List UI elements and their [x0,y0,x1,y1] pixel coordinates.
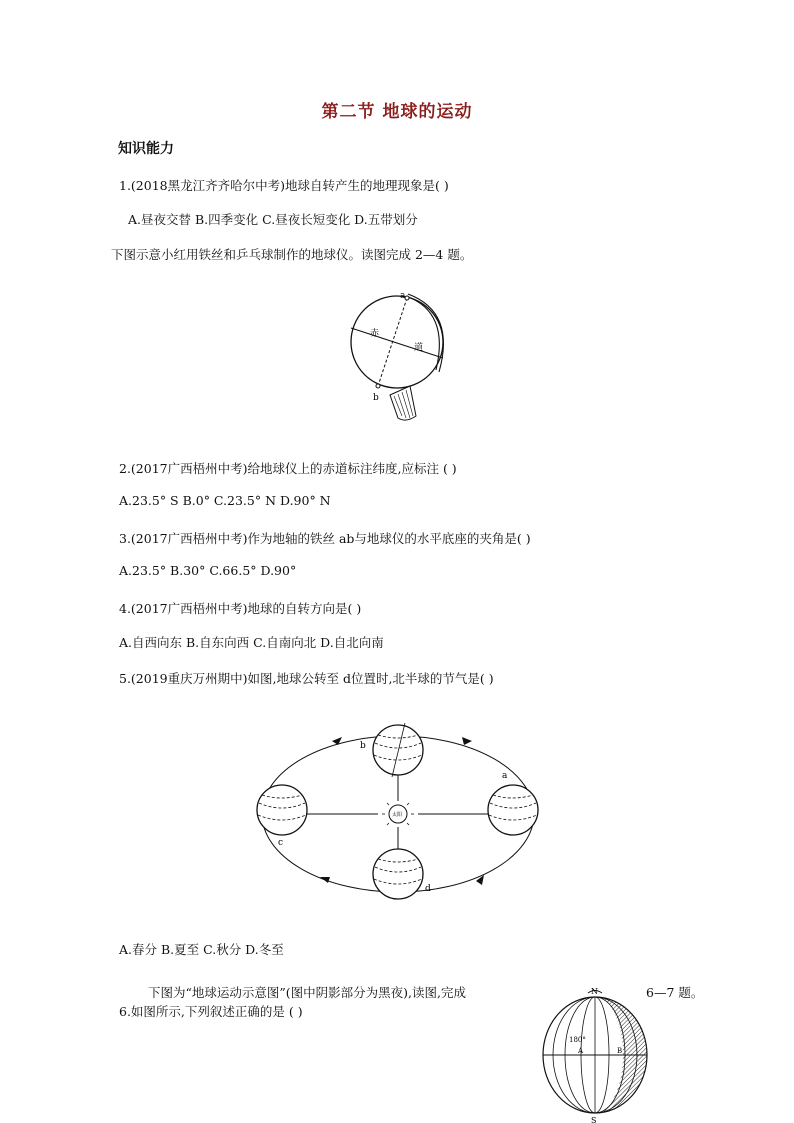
orbit-arrow-3 [320,877,330,883]
question-4-options: A.自西向东 B.自东向西 C.自南向北 D.自北向南 [119,635,384,650]
question-2-stem: 2.(2017广西梧州中考)给地球仪上的赤道标注纬度,应标注 ( ) [119,461,457,476]
label-b: B [617,1047,623,1055]
label-a: a [502,771,508,781]
question-6-stem: 6.如图所示,下列叙述正确的是 ( ) [119,1004,303,1019]
orbit-arrow-2 [462,737,472,745]
axis-point-a [405,296,409,300]
label-c: c [278,838,284,848]
question-2-options: A.23.5° S B.0° C.23.5° N D.90° N [119,493,331,508]
globe-stand-base [390,386,416,420]
label-s: S [591,1116,597,1123]
axis-point-b [376,384,380,388]
question-1-options: A.昼夜交替 B.四季变化 C.昼夜长短变化 D.五带划分 [128,212,418,227]
label-180: 180° [569,1036,586,1044]
globe-meridian-arc [406,296,439,370]
earth-daynight-figure [535,985,655,1123]
globe-model-figure [340,290,460,430]
question-1-stem: 1.(2018黑龙江齐齐哈尔中考)地球自转产生的地理现象是( ) [119,178,449,193]
label-dao: 道 [414,343,424,353]
earth-axis-wire [378,298,407,386]
earth-d [373,849,423,899]
label-d: d [425,884,431,894]
question-3-stem: 3.(2017广西梧州中考)作为地轴的铁丝 ab与地球仪的水平底座的夹角是( ) [119,531,531,546]
label-b: b [360,741,366,751]
label-b: b [373,393,379,403]
question-5-options: A.春分 B.夏至 C.秋分 D.冬至 [119,942,284,957]
globe-sphere [351,296,443,388]
intro-6-7-range: 6—7 题。 [646,985,704,1000]
question-5-stem: 5.(2019重庆万州期中)如图,地球公转至 d位置时,北半球的节气是( ) [119,671,494,686]
intro-6-7-text: 下图为“地球运动示意图”(图中阴影部分为黑夜),读图,完成 [148,985,466,1000]
label-a: a [400,291,406,301]
question-3-options: A.23.5° B.30° C.66.5° D.90° [119,563,297,578]
sun-label: 太阳 [392,812,403,818]
section-heading: 知识能力 [118,141,174,157]
question-4-stem: 4.(2017广西梧州中考)地球的自转方向是( ) [119,601,362,616]
earth-a [488,785,538,835]
equator-line [351,328,443,358]
label-chi: 赤 [370,329,380,339]
intro-2-4: 下图示意小红用铁丝和乒乓球制作的地球仪。读图完成 2—4 题。 [111,247,473,262]
label-a: A [578,1047,584,1055]
sun [382,798,414,830]
orbit-diagram [250,715,550,905]
page-title: 第二节 地球的运动 [321,102,473,122]
earth-b [373,723,423,777]
label-n: N [591,987,598,996]
earth-c [257,785,307,835]
